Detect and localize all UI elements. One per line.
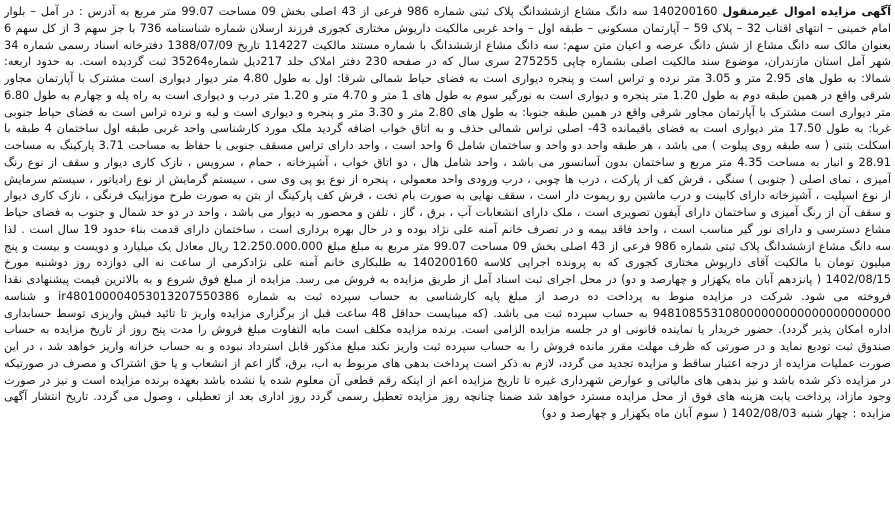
notice-body: 140200160 سه دانگ مشاع ازششدانگ پلاک ثبتی شماره 986 فرعی از 43 اصلی بخش 09 مساحت 99.07 متر مربع به آدرس : در آمل – بلوار امام خمینی – انتهای اقتاب 32 – پلاک 59 – آپارتمان مسکونی – طبقه اول – واحد غربی مالکیت داریوش مختاری کجوری فرزند ارسلان شماره شناسنامه 736 با جز سهم 3 از کل سهم 6 بعنوان مالک سه دانگ مشاع از شش دانگ عرصه و اعیان متن سهم: سه دانگ مشاع ازششدانگ با شماره مستند مالکیت 114227 تاریخ 1388/07/09 دفترخانه اسناد رسمی شماره 34 شهر آمل استان مازندران، موضوع سند مالکیت اصلی بشماره چاپی 275255 سری سال که در صفحه 230 دفتر املاک جلد 217دیل شماره35264 ثبت گردیده است. به حدود اربعه: شمالا: به طول های 2.95 متر و 3.05 متر نرده و تراس است و پنجره دیواری است به فضای حیاط شمالی شرقا: اول به طول 4.80 متر دیوار دیواری است مشترک با آپارتمان مجاور شرقی واقع در همین طبقه دوم به طول 1.20 متر پنجره و دیواری است به نورگیر سوم به طول های 1 متر و 4.70 متر و 1.20 متر درب و دیواری است به راه پله و چهارم به طول 6.80 متر دیواری است مشترک با آپارتمان مجاور شرقی واقع در همین طبقه جنوبا: به طول های 2.80 متر و 3.30 متر و پنجره و دیواری است و لبه و نرده تراس است به فضای حیاط جنوبی غربا: به طول 17.50 متر دیواری است به فضای باقیمانده 43- اصلی تراس شمالی حذف و به اتاق خواب اضافه گردید ملک مورد کارشناسی واحد غربی طبقه اول ساختمان 4 طبقه با اسکلت بتنی ( سه طبقه روی پیلوت ) می باشد ، هر طبقه واحد دو واحد و ساختمان شامل 6 واحد است ، واحد دارای تراس مسقف جنوبی با حفاظ به مساحت 3.71 پارکینگ به مساحت 28.91 و انبار به مساحت 4.35 متر مربع و ساختمان بدون آسانسور می باشد ، واحد شامل هال ، دو اتاق خواب ، آشپزخانه ، حمام ، سرویس ، نازک کاری دیوار و سقف از نوع رنگ آمیزی ، نمای اصلی ( جنوبی ) سنگی ، فرش کف از پارکت ، درب ها چوبی ، درب ورودی واحد معمولی ، پنجره از نوع یو پی وی سی ، سیستم گرمایش از نوع رادیاتور ، سیستم سرمایش از نوع اسپلیت ، آشپزخانه دارای کابینت و درب ماشین رو ریموت دار است ، سقف نهایی به صورت بام تخت ، فرش کف پارکینگ از بتن به صورت طرح موزاییک فرنگی ، نازک کاری دیوار و سقف آن از رنگ آمیزی و ساختمان دارای آیفون تصویری است ، ملک دارای انشعابات آب ، برق ، گاز ، تلفن و محصور به دیوار می باشد ، واحد در دو حد شمال و جنوب به فضای حیاط مشاع دسترسی و دارای نور گیر مناسب است ، واحد فاقد بیمه و در تصرف خانم آمنه علی نژاد بوده و در حال بهره برداری است ، ساختمان دارای قدمت بناء حدود 19 سال است . لذا سه دانگ مشاع ازششدانگ پلاک ثبتی شماره 986 فرعی از 43 اصلی بخش 09 مساحت 99.07 متر مربع به مبلغ مبلغ 12.250.000.000 ریال معادل یک میلیارد و دویست و بیست و پنج میلیون تومان با مالکیت آقای داریوش مختاری کجوری که به پرونده اجرایی کلاسه 140200160 به طلبکاری خانم آمنه علی نژادکرمی از ساعت نه الی دوازده روز دوشنبه مورخ 1402/08/15 ( پانزدهم آبان ماه یکهزار و چهارصد و دو) در محل اجرای ثبت اسناد آمل از طریق مزایده به فروش می رسد. مزایده از مبلغ فوق شروع و به بالاترین قیمت پیشنهادی نقدا فروخته می شود. شرکت در مزایده منوط به پرداخت ده درصد از مبلغ پایه کارشناسی به حساب سپرده ثبت به شماره ir480100004053013207550386 و شناسه 948108553108000000000000000000000 به حساب سپرده ثبت می باشد. (که میبایست حداقل 48 ساعت قبل از برگزاری مزایده واریز تا تائید فیش واریزی توسط حسابداری اداره امکان پذیر گردد). حضور خریدار یا نماینده قانونی او در جلسه مزایده الزامی است. برنده مزایده مکلف است مابه التفاوت مبلغ فروش را مدت پنج روز از تاریخ مزایده به حساب صندوق ثبت تودیع نماید و در صورتی که ظرف مهلت مقرر مانده فروش را به حساب سپرده ثبت واریز نکند مبلغ مذکور قابل استرداد نبوده و به حساب خزانه واریز خواهد شد ، در این صورت عملیات مزایده از درجه اعتبار ساقط و مزایده تجدید می گردد، لازم به ذکر است پرداخت بدهی های مربوط به اب، برق، گاز اعم از انشعاب و یا حق اشتراک و مصرف در صورتیکه در مزایده ذکر شده باشد و نیز بدهی های مالیاتی و عوارض شهرداری غیره تا تاریخ مزایده اعم از اینکه رقم قطعی آن معلوم شده یا نشده باشد بعهده برنده مزایده است و نیز در صورت وجود مازاد، پرداخت یابت هزینه های فوق از محل مزایده مسترد خواهد شد ضمنا چنانچه روز مزایده تعطیل رسمی گردد روز اداری بعد از تعطیلی ، وصول می گردد. تاریخ انتشار آگهی مزایده : چهار شنبه 1402/08/03 ( سوم آبان ماه یکهزار و چهارصد و دو) xyxy=(4,4,891,420)
notice-title: آگهی مزایده اموال غیرمنقول xyxy=(722,4,891,18)
auction-notice xyxy=(4,3,891,508)
